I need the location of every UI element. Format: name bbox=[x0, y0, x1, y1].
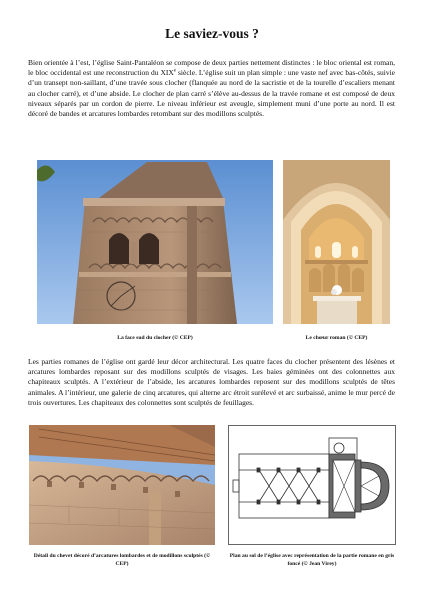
floor-plan-drawing bbox=[228, 425, 396, 545]
intro-text-start: Bien orientée à l’est, l’église Saint-Pantaléon se compose de deux parties nettement distinctes : le bloc oriental est roman, le bloc occidental est une reconstruction du XIX bbox=[28, 58, 395, 78]
bell-tower-caption: La face sud du clocher (© CEP) bbox=[117, 335, 193, 341]
intro-text-end: siècle. L’église suit un plan simple : une vaste nef avec bas-côtés, suivie d’un transept non-saillant, d’une travée sous clocher (flanquée au nord de la sacristie et de la tourelle d’escaliers menant au clocher carré), et d’une abside. Le clocher de plan carré s’élève au-dessus de la travée romane et est composé de deux niveaux séparés par un cordon de pierre. Le niveau inférieur est aveugle, simplement muni d’une porte au nord. Il est décoré de bandes et arcatures lombardes retombant sur des modillons sculptés. bbox=[28, 68, 395, 119]
page-title: Le saviez-vous ? bbox=[165, 26, 259, 41]
intro-paragraph bbox=[28, 58, 395, 119]
apse-detail-photo bbox=[29, 425, 215, 545]
choir-photo bbox=[283, 160, 390, 324]
century-superscript: e bbox=[173, 68, 177, 74]
decoration-paragraph: Les parties romanes de l’église ont gardé leur décor architectural. Les quatre faces du clocher présentent des lésènes et arcatures lombardes reposant sur des modillons sculptés de visages. Les baies géminées ont des colonnettes aux chapiteaux sculptés. A l’extérieur de l’abside, les arcatures lombardes reposent sur des modillons sculptés de têtes animales. A l’intérieur, une galerie de cinq arcatures, qui alterne arc étroit surélevé et arc surbaissé, anime le mur percé de trois ouvertures. Les chapiteaux des colonnettes sont sculptés de feuillages. bbox=[28, 357, 395, 407]
bell-tower-photo bbox=[37, 160, 273, 324]
choir-caption: Le chœur roman (© CEP) bbox=[305, 335, 368, 341]
floor-plan-caption: Plan au sol de l’église avec représentation de la partie romane en gris foncé (© Jean Virey) bbox=[229, 553, 395, 567]
apse-detail-caption: Détail du chevet décoré d’arcatures lombardes et de modillons sculptés (© CEP) bbox=[33, 553, 211, 567]
